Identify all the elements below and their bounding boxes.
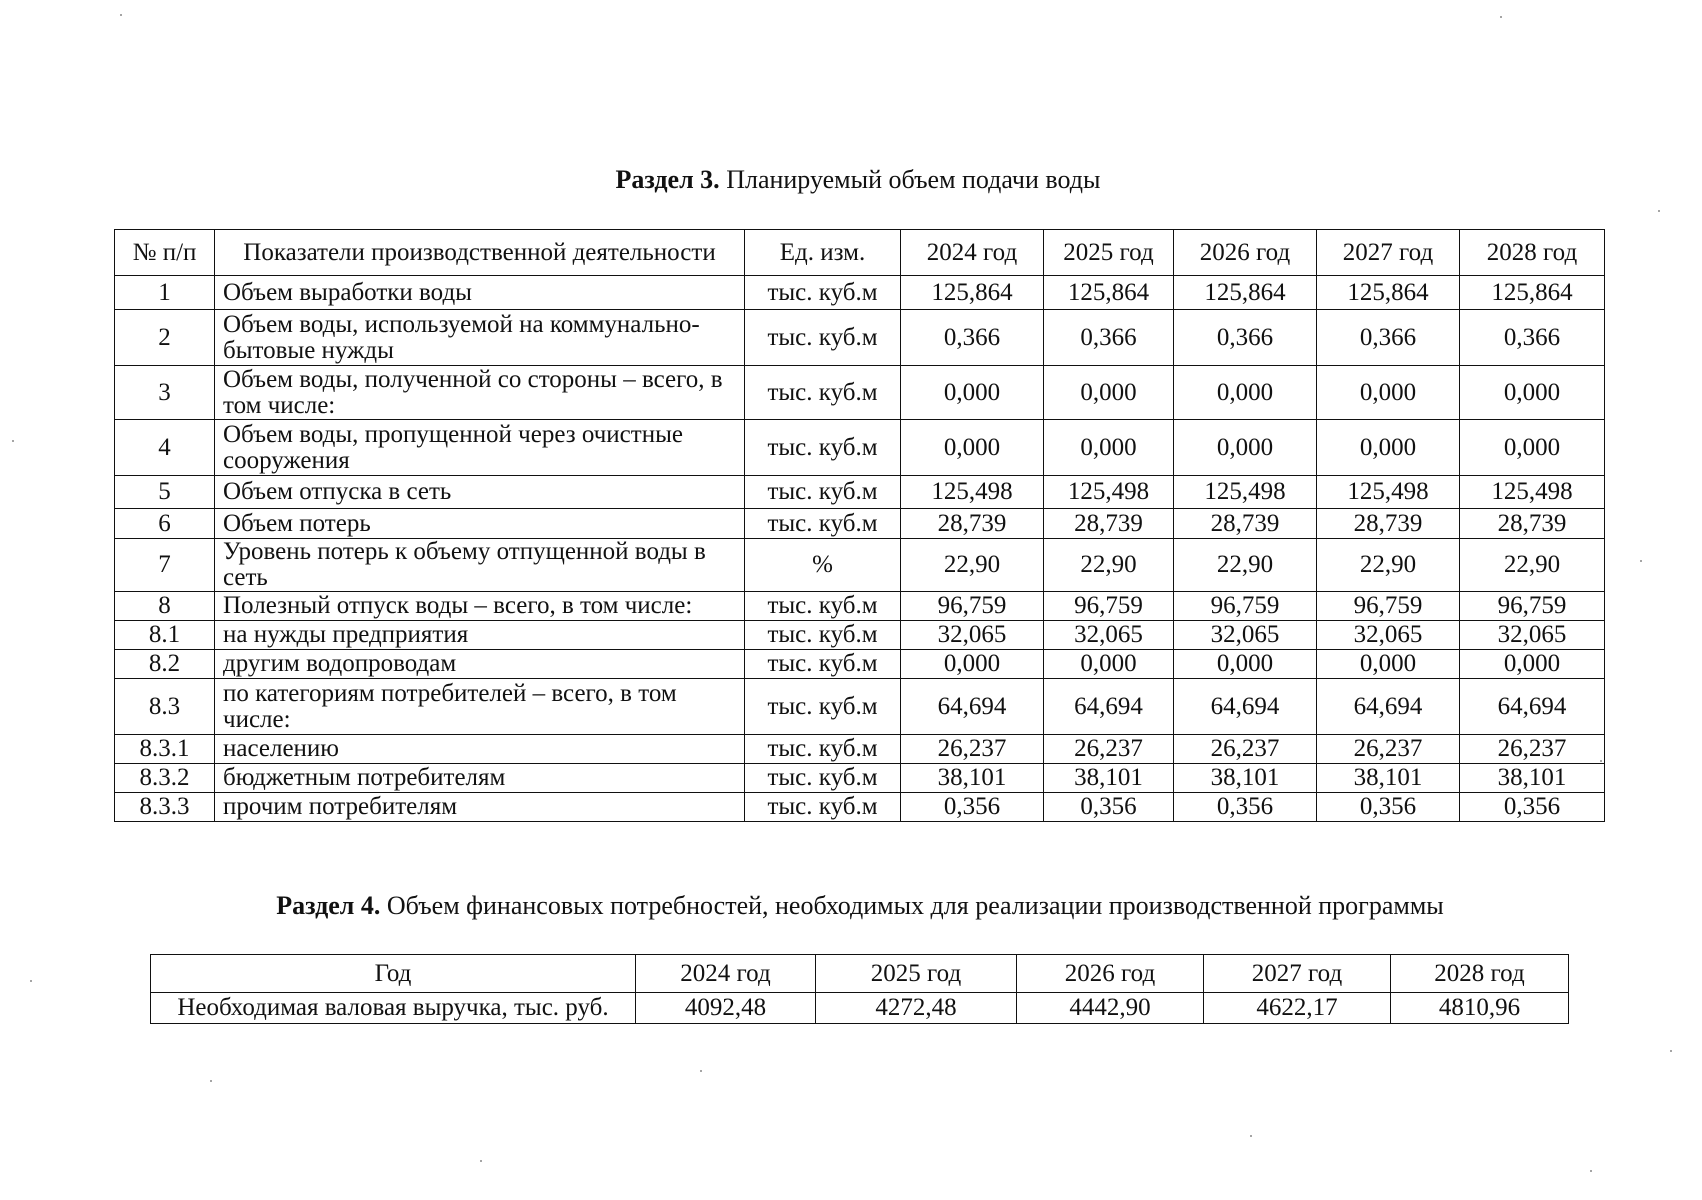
- table-row: [115, 476, 1605, 509]
- scan-speck: [12, 440, 14, 442]
- row-value-2026: 96,759: [1174, 592, 1317, 621]
- row-number: 7: [115, 539, 215, 592]
- row-unit: тыс. куб.м: [745, 650, 901, 679]
- row-value-2026: 125,864: [1174, 276, 1317, 310]
- row-value-2027: 32,065: [1317, 621, 1460, 650]
- scan-speck: [480, 1160, 482, 1162]
- row-value-2025: 0,000: [1044, 650, 1174, 679]
- table-row: [115, 621, 1605, 650]
- row-value-2026: 22,90: [1174, 539, 1317, 592]
- header-indicator: Показатели производственной деятельности: [215, 230, 745, 276]
- section3-heading: [0, 164, 1702, 196]
- row-unit: %: [745, 539, 901, 592]
- table-row: [115, 793, 1605, 822]
- row-indicator: Уровень потерь к объему отпущенной воды в сеть: [215, 539, 745, 592]
- row-value-2027: 38,101: [1317, 764, 1460, 793]
- scan-speck: [1600, 760, 1602, 762]
- table-row: [115, 276, 1605, 310]
- row-value-2025: 38,101: [1044, 764, 1174, 793]
- row-value-2028: 96,759: [1460, 592, 1605, 621]
- row-value-2025: 0,000: [1044, 420, 1174, 476]
- row-value-2025: 32,065: [1044, 621, 1174, 650]
- row-number: 5: [115, 476, 215, 509]
- row-number: 8.3.3: [115, 793, 215, 822]
- row-indicator: на нужды предприятия: [215, 621, 745, 650]
- scan-speck: [700, 1070, 702, 1072]
- row-value-2026: 38,101: [1174, 764, 1317, 793]
- row-value-2026: 28,739: [1174, 509, 1317, 539]
- table-row: [115, 592, 1605, 621]
- table-row: [115, 679, 1605, 735]
- row-number: 4: [115, 420, 215, 476]
- row-value-2024: 125,864: [901, 276, 1044, 310]
- row-value-2028: 0,000: [1460, 420, 1605, 476]
- table-row: [115, 735, 1605, 764]
- table-row: [115, 310, 1605, 366]
- row-value-2025: 22,90: [1044, 539, 1174, 592]
- row-value-2025: 125,864: [1044, 276, 1174, 310]
- row-indicator: Полезный отпуск воды – всего, в том числе:: [215, 592, 745, 621]
- row-number: 8.3.1: [115, 735, 215, 764]
- table-row: [151, 993, 1569, 1024]
- row-value-2026: 0,000: [1174, 366, 1317, 420]
- row-value-2028: 125,498: [1460, 476, 1605, 509]
- row-unit: тыс. куб.м: [745, 509, 901, 539]
- header-num: № п/п: [115, 230, 215, 276]
- row-indicator: населению: [215, 735, 745, 764]
- scan-speck: [1250, 1135, 1252, 1137]
- row-indicator: прочим потребителям: [215, 793, 745, 822]
- financial-needs-table: [150, 954, 1569, 1024]
- row-number: 3: [115, 366, 215, 420]
- row-value-2028: 22,90: [1460, 539, 1605, 592]
- row-unit: тыс. куб.м: [745, 366, 901, 420]
- row-value-2028: 32,065: [1460, 621, 1605, 650]
- row-number: 8.2: [115, 650, 215, 679]
- row-value-2027: 22,90: [1317, 539, 1460, 592]
- row-indicator: Объем воды, пропущенной через очистные сооружения: [215, 420, 745, 476]
- table-row: [115, 650, 1605, 679]
- row-value-2024: 32,065: [901, 621, 1044, 650]
- value-2025: 4272,48: [816, 993, 1017, 1024]
- table-row: [115, 420, 1605, 476]
- header-2025: 2025 год: [816, 955, 1017, 993]
- row-indicator: Объем отпуска в сеть: [215, 476, 745, 509]
- header-2026: 2026 год: [1174, 230, 1317, 276]
- row-value-2027: 28,739: [1317, 509, 1460, 539]
- row-value-2024: 0,000: [901, 650, 1044, 679]
- row-indicator: Объем воды, используемой на коммунально-бытовые нужды: [215, 310, 745, 366]
- row-unit: тыс. куб.м: [745, 276, 901, 310]
- row-value-2024: 26,237: [901, 735, 1044, 764]
- row-unit: тыс. куб.м: [745, 679, 901, 735]
- row-indicator: Объем воды, полученной со стороны – всего, в том числе:: [215, 366, 745, 420]
- row-number: 6: [115, 509, 215, 539]
- row-unit: тыс. куб.м: [745, 735, 901, 764]
- header-2028: 2028 год: [1460, 230, 1605, 276]
- row-value-2027: 26,237: [1317, 735, 1460, 764]
- row-indicator: Объем потерь: [215, 509, 745, 539]
- row-unit: тыс. куб.м: [745, 310, 901, 366]
- row-value-2028: 0,356: [1460, 793, 1605, 822]
- table-header-row: [151, 955, 1569, 993]
- value-2024: 4092,48: [636, 993, 816, 1024]
- row-value-2027: 125,864: [1317, 276, 1460, 310]
- header-2026: 2026 год: [1017, 955, 1204, 993]
- row-value-2025: 64,694: [1044, 679, 1174, 735]
- scan-speck: [120, 14, 122, 16]
- row-value-2024: 0,366: [901, 310, 1044, 366]
- row-value-2027: 96,759: [1317, 592, 1460, 621]
- scan-speck: [210, 1080, 212, 1082]
- row-value-2024: 22,90: [901, 539, 1044, 592]
- section4-title: Объем финансовых потребностей, необходимых для реализации производственной программы: [386, 891, 1444, 920]
- header-2024: 2024 год: [901, 230, 1044, 276]
- section4-heading: [0, 890, 1702, 922]
- header-2024: 2024 год: [636, 955, 816, 993]
- row-value-2027: 64,694: [1317, 679, 1460, 735]
- scan-speck: [1590, 1170, 1592, 1172]
- row-indicator: Объем выработки воды: [215, 276, 745, 310]
- row-value-2026: 0,356: [1174, 793, 1317, 822]
- header-2028: 2028 год: [1391, 955, 1569, 993]
- row-value-2027: 0,366: [1317, 310, 1460, 366]
- row-value-2024: 0,000: [901, 420, 1044, 476]
- header-year: Год: [151, 955, 636, 993]
- row-value-2024: 96,759: [901, 592, 1044, 621]
- value-2027: 4622,17: [1204, 993, 1391, 1024]
- row-number: 8.3.2: [115, 764, 215, 793]
- section3-title: Планируемый объем подачи воды: [726, 165, 1101, 194]
- table-header-row: [115, 230, 1605, 276]
- row-value-2024: 64,694: [901, 679, 1044, 735]
- section3-label: Раздел 3.: [615, 165, 720, 194]
- row-value-2027: 0,000: [1317, 650, 1460, 679]
- row-number: 8.1: [115, 621, 215, 650]
- row-value-2028: 38,101: [1460, 764, 1605, 793]
- row-value-2027: 125,498: [1317, 476, 1460, 509]
- row-value-2024: 28,739: [901, 509, 1044, 539]
- row-unit: тыс. куб.м: [745, 764, 901, 793]
- row-value-2028: 125,864: [1460, 276, 1605, 310]
- scan-speck: [1500, 16, 1502, 18]
- row-value-2028: 0,366: [1460, 310, 1605, 366]
- row-value-2025: 0,356: [1044, 793, 1174, 822]
- row-value-2026: 26,237: [1174, 735, 1317, 764]
- row-value-2027: 0,000: [1317, 420, 1460, 476]
- row-indicator: другим водопроводам: [215, 650, 745, 679]
- row-value-2024: 125,498: [901, 476, 1044, 509]
- water-supply-table: [114, 229, 1605, 822]
- row-value-2025: 26,237: [1044, 735, 1174, 764]
- row-value-2025: 0,366: [1044, 310, 1174, 366]
- scan-speck: [30, 980, 32, 982]
- table-row: [115, 764, 1605, 793]
- row-indicator: по категориям потребителей – всего, в том числе:: [215, 679, 745, 735]
- row-value-2024: 0,356: [901, 793, 1044, 822]
- row-value-2025: 0,000: [1044, 366, 1174, 420]
- section4-label: Раздел 4.: [276, 891, 381, 920]
- header-unit: Ед. изм.: [745, 230, 901, 276]
- row-value-2026: 0,000: [1174, 650, 1317, 679]
- row-value-2027: 0,000: [1317, 366, 1460, 420]
- table-row: [115, 366, 1605, 420]
- row-unit: тыс. куб.м: [745, 476, 901, 509]
- row-value-2028: 64,694: [1460, 679, 1605, 735]
- row-value-2028: 0,000: [1460, 650, 1605, 679]
- row-value-2025: 125,498: [1044, 476, 1174, 509]
- table-row: [115, 509, 1605, 539]
- scan-speck: [1640, 560, 1642, 562]
- row-value-2025: 96,759: [1044, 592, 1174, 621]
- row-label: Необходимая валовая выручка, тыс. руб.: [151, 993, 636, 1024]
- header-2025: 2025 год: [1044, 230, 1174, 276]
- scan-speck: [1670, 1050, 1672, 1052]
- row-unit: тыс. куб.м: [745, 592, 901, 621]
- row-value-2026: 64,694: [1174, 679, 1317, 735]
- row-number: 2: [115, 310, 215, 366]
- row-number: 8.3: [115, 679, 215, 735]
- row-number: 1: [115, 276, 215, 310]
- row-value-2028: 26,237: [1460, 735, 1605, 764]
- row-unit: тыс. куб.м: [745, 793, 901, 822]
- scan-speck: [1658, 210, 1660, 212]
- row-value-2024: 38,101: [901, 764, 1044, 793]
- row-value-2026: 32,065: [1174, 621, 1317, 650]
- row-number: 8: [115, 592, 215, 621]
- row-value-2025: 28,739: [1044, 509, 1174, 539]
- table-row: [115, 539, 1605, 592]
- row-value-2028: 28,739: [1460, 509, 1605, 539]
- row-value-2026: 125,498: [1174, 476, 1317, 509]
- row-indicator: бюджетным потребителям: [215, 764, 745, 793]
- row-value-2026: 0,366: [1174, 310, 1317, 366]
- header-2027: 2027 год: [1204, 955, 1391, 993]
- value-2026: 4442,90: [1017, 993, 1204, 1024]
- value-2028: 4810,96: [1391, 993, 1569, 1024]
- row-value-2026: 0,000: [1174, 420, 1317, 476]
- header-2027: 2027 год: [1317, 230, 1460, 276]
- row-value-2027: 0,356: [1317, 793, 1460, 822]
- row-unit: тыс. куб.м: [745, 621, 901, 650]
- row-unit: тыс. куб.м: [745, 420, 901, 476]
- row-value-2024: 0,000: [901, 366, 1044, 420]
- row-value-2028: 0,000: [1460, 366, 1605, 420]
